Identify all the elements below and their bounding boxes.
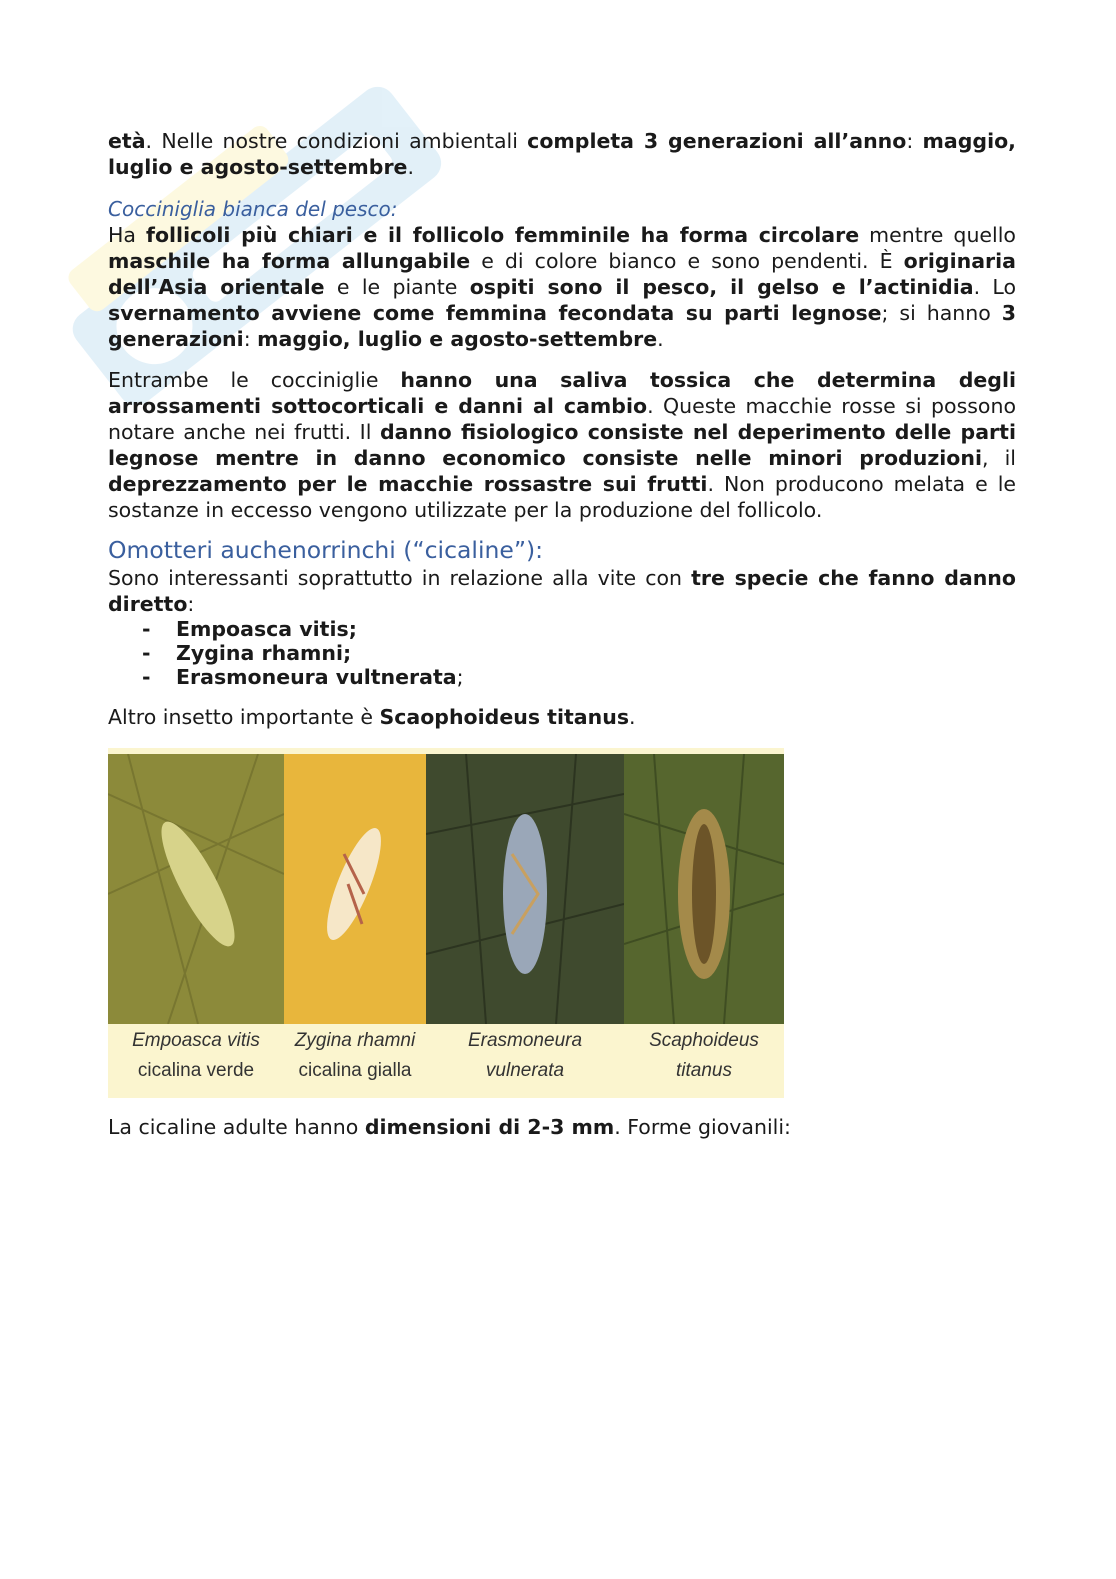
coccid-paragraph: Ha follicoli più chiari e il follicolo femminile ha forma circolare mentre quello maschile ha forma allungabile e di colore bianco e sono pendenti. È originaria dell’Asia orientale e le piante ospiti sono il pesco, il gelso e l’actinidia. Lo svernamento avviene come femmina fecondata su parti legnose; si hanno 3 generazioni: maggio, luglio e agosto-settembre. xyxy=(108,223,1017,351)
species-intro: Sono interessanti soprattutto in relazione alla vite con tre specie che fanno danno diretto: xyxy=(108,566,1016,616)
leafhopper-figure xyxy=(108,748,784,1098)
section-heading-omotteri: Omotteri auchenorrinchi (“cicaline”): xyxy=(108,536,544,564)
photo-erasmoneura-vulnerata xyxy=(426,754,624,1024)
species-list xyxy=(108,617,1016,689)
document-page xyxy=(108,128,1016,1140)
list-item: - Zygina rhamni; xyxy=(142,641,1016,665)
caption-scaphoideus-titanus: Scaphoideus titanus xyxy=(649,1030,759,1081)
photo-strip xyxy=(108,754,784,1024)
photo-zygina-rhamni xyxy=(284,754,426,1024)
caption-erasmoneura-vulnerata: Erasmoneura vulnerata xyxy=(467,1030,583,1081)
coccid-heading: Cocciniglia bianca del pesco: xyxy=(108,197,398,221)
list-item: - Erasmoneura vultnerata; xyxy=(142,665,1016,689)
other-insect: Altro insetto importante è Scaophoideus titanus. xyxy=(108,705,636,729)
list-item: - Empoasca vitis; xyxy=(142,617,1016,641)
caption-zygina-rhamni: Zygina rhamni cicalina gialla xyxy=(294,1030,416,1081)
both-coccids-paragraph: Entrambe le cocciniglie hanno una saliva tossica che determina degli arrossamenti sottocorticali e danni al cambio. Queste macchie rosse si possono notare anche nei frutti. Il danno fisiologico consiste nel deperimento delle parti legnose mentre in danno economico consiste nelle minori produzioni, il deprezzamento per le macchie rossastre sui frutti. Non producono melata e le sostanze in eccesso vengono utilizzate per la produzione del follicolo. xyxy=(108,368,1017,522)
intro-paragraph: età. Nelle nostre condizioni ambientali completa 3 generazioni all’anno: maggio, luglio e agosto-settembre. xyxy=(108,129,1016,179)
photo-empoasca-vitis xyxy=(108,754,284,1024)
caption-empoasca-vitis: Empoasca vitis cicalina verde xyxy=(132,1030,260,1081)
photo-scaphoideus-titanus xyxy=(624,754,784,1024)
closing-paragraph: La cicaline adulte hanno dimensioni di 2-3 mm. Forme giovanili: xyxy=(108,1115,791,1139)
figure-captions xyxy=(108,1026,784,1086)
